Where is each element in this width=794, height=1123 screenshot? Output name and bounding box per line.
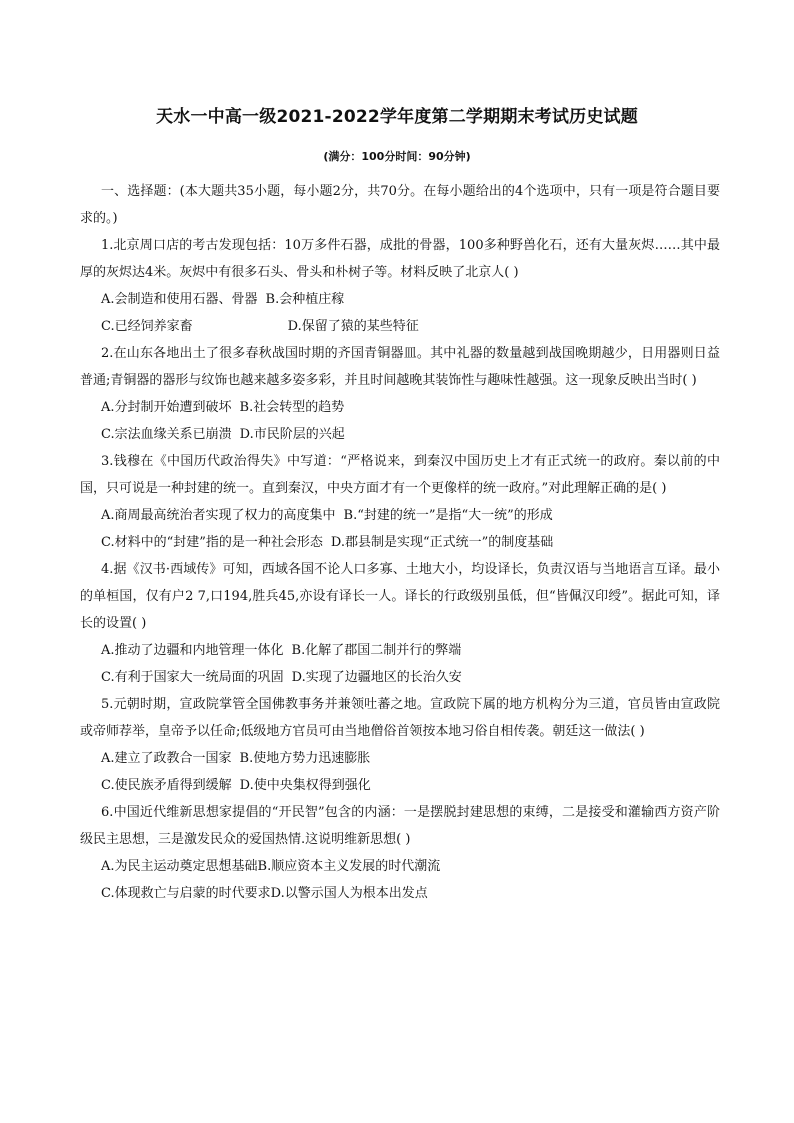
question-1-option-c: C.已经饲养家畜 xyxy=(101,319,193,334)
section-intro: 一、选择题：(本大题共35小题，每小题2分，共70分。在每小题给出的4个选项中，只有一项是符合题目要求的。) xyxy=(80,184,720,226)
question-2-option-c: C.宗法血缘关系已崩溃 xyxy=(101,427,232,442)
question-6-option-d: D.以警示国人为根本出发点 xyxy=(270,886,428,901)
question-3-option-d: D.郡县制是实现“正式统一”的制度基础 xyxy=(330,535,554,550)
question-4-option-d: D.实现了边疆地区的长治久安 xyxy=(291,670,462,685)
question-5-stem: 5.元朝时期，宣政院掌管全国佛教事务并兼领吐蕃之地。宣政院下属的地方机构分为三道，官员皆由宣政院或帝师荐举，皇帝予以任命;低级地方官员可由当地僧俗首领按本地习俗自相传袭。朝廷这一做法( ) xyxy=(80,697,720,739)
question-6-stem: 6.中国近代维新思想家提倡的“开民智”包含的内涵：一是摆脱封建思想的束缚，二是接受和灌输西方资产阶级民主思想，三是激发民众的爱国热情.这说明维新思想( ) xyxy=(80,805,720,847)
question-1-stem: 1.北京周口店的考古发现包括：10万多件石器，成批的骨器，100多种野兽化石，还有大量灰烬……其中最厚的灰烬达4米。灰烬中有很多石头、骨头和朴树子等。材料反映了北京人( ) xyxy=(80,238,720,280)
question-2-option-d: D.市民阶层的兴起 xyxy=(239,427,345,442)
question-3-option-c: C.材料中的“封建”指的是一种社会形态 xyxy=(101,535,323,550)
question-2-stem: 2.在山东各地出土了很多春秋战国时期的齐国青铜器皿。其中礼器的数量越到战国晚期越少，日用器则日益普通;青铜器的器形与纹饰也越来越多姿多彩，并且时间越晚其装饰性与趣味性越强。这一现象反映出当时( ) xyxy=(80,346,720,388)
question-1-options-row-1 xyxy=(80,286,720,313)
exam-body xyxy=(80,178,720,907)
question-6-option-a: A.为民主运动奠定思想基础 xyxy=(101,859,258,874)
question-1-option-d: D.保留了猿的某些特征 xyxy=(287,319,419,334)
question-4-stem: 4.据《汉书·西域传》可知，西域各国不论人口多寡、土地大小，均设译长，负责汉语与当地语言互译。最小的单桓国，仅有户2 7,口194,胜兵45,亦设有译长一人。译长的行政级别虽低，但“皆佩汉印绶”。据此可知，译长的设置( ) xyxy=(80,562,720,631)
question-2-options-row-2 xyxy=(80,421,720,448)
question-5-option-b: B.使地方势力迅速膨胀 xyxy=(239,751,371,766)
exam-title: 天水一中高一级2021-2022学年度第二学期期末考试历史试题 xyxy=(156,107,638,127)
question-3-options-row-1 xyxy=(80,502,720,529)
question-1-options-row-2 xyxy=(80,313,720,340)
question-6-options-row-2 xyxy=(80,880,720,907)
question-6-option-c: C.体现救亡与启蒙的时代要求 xyxy=(101,886,271,901)
question-1-option-a: A.会制造和使用石器、骨器 xyxy=(101,292,258,307)
question-2-options-row-1 xyxy=(80,394,720,421)
exam-subtitle: (满分：100分时间：90分钟) xyxy=(323,150,471,163)
question-4-options-row-2 xyxy=(80,664,720,691)
question-3-option-a: A.商周最高统治者实现了权力的高度集中 xyxy=(101,508,336,523)
question-5-options-row-2 xyxy=(80,772,720,799)
question-3-stem: 3.钱穆在《中国历代政治得失》中写道：“严格说来，到秦汉中国历史上才有正式统一的政府。秦以前的中国，只可说是一种封建的统一。直到秦汉，中央方面才有一个更像样的统一政府。”对此理解正确的是( ) xyxy=(80,454,720,496)
question-4-options-row-1 xyxy=(80,637,720,664)
question-2-option-a: A.分封制开始遭到破坏 xyxy=(101,400,232,415)
question-3-options-row-2 xyxy=(80,529,720,556)
question-3-option-b: B.“封建的统一”是指“大一统”的形成 xyxy=(343,508,553,523)
question-1-option-b: B.会种植庄稼 xyxy=(265,292,345,307)
question-5-options-row-1 xyxy=(80,745,720,772)
question-4-option-a: A.推动了边疆和内地管理一体化 xyxy=(101,643,284,658)
question-4-option-b: B.化解了郡国二制并行的弊端 xyxy=(291,643,462,658)
question-4-option-c: C.有利于国家大一统局面的巩固 xyxy=(101,670,284,685)
question-5-option-a: A.建立了政教合一国家 xyxy=(101,751,232,766)
question-6-options-row-1 xyxy=(80,853,720,880)
question-5-option-d: D.使中央集权得到强化 xyxy=(239,778,371,793)
question-6-option-b: B.顺应资本主义发展的时代潮流 xyxy=(257,859,441,874)
question-2-option-b: B.社会转型的趋势 xyxy=(239,400,345,415)
question-5-option-c: C.使民族矛盾得到缓解 xyxy=(101,778,232,793)
